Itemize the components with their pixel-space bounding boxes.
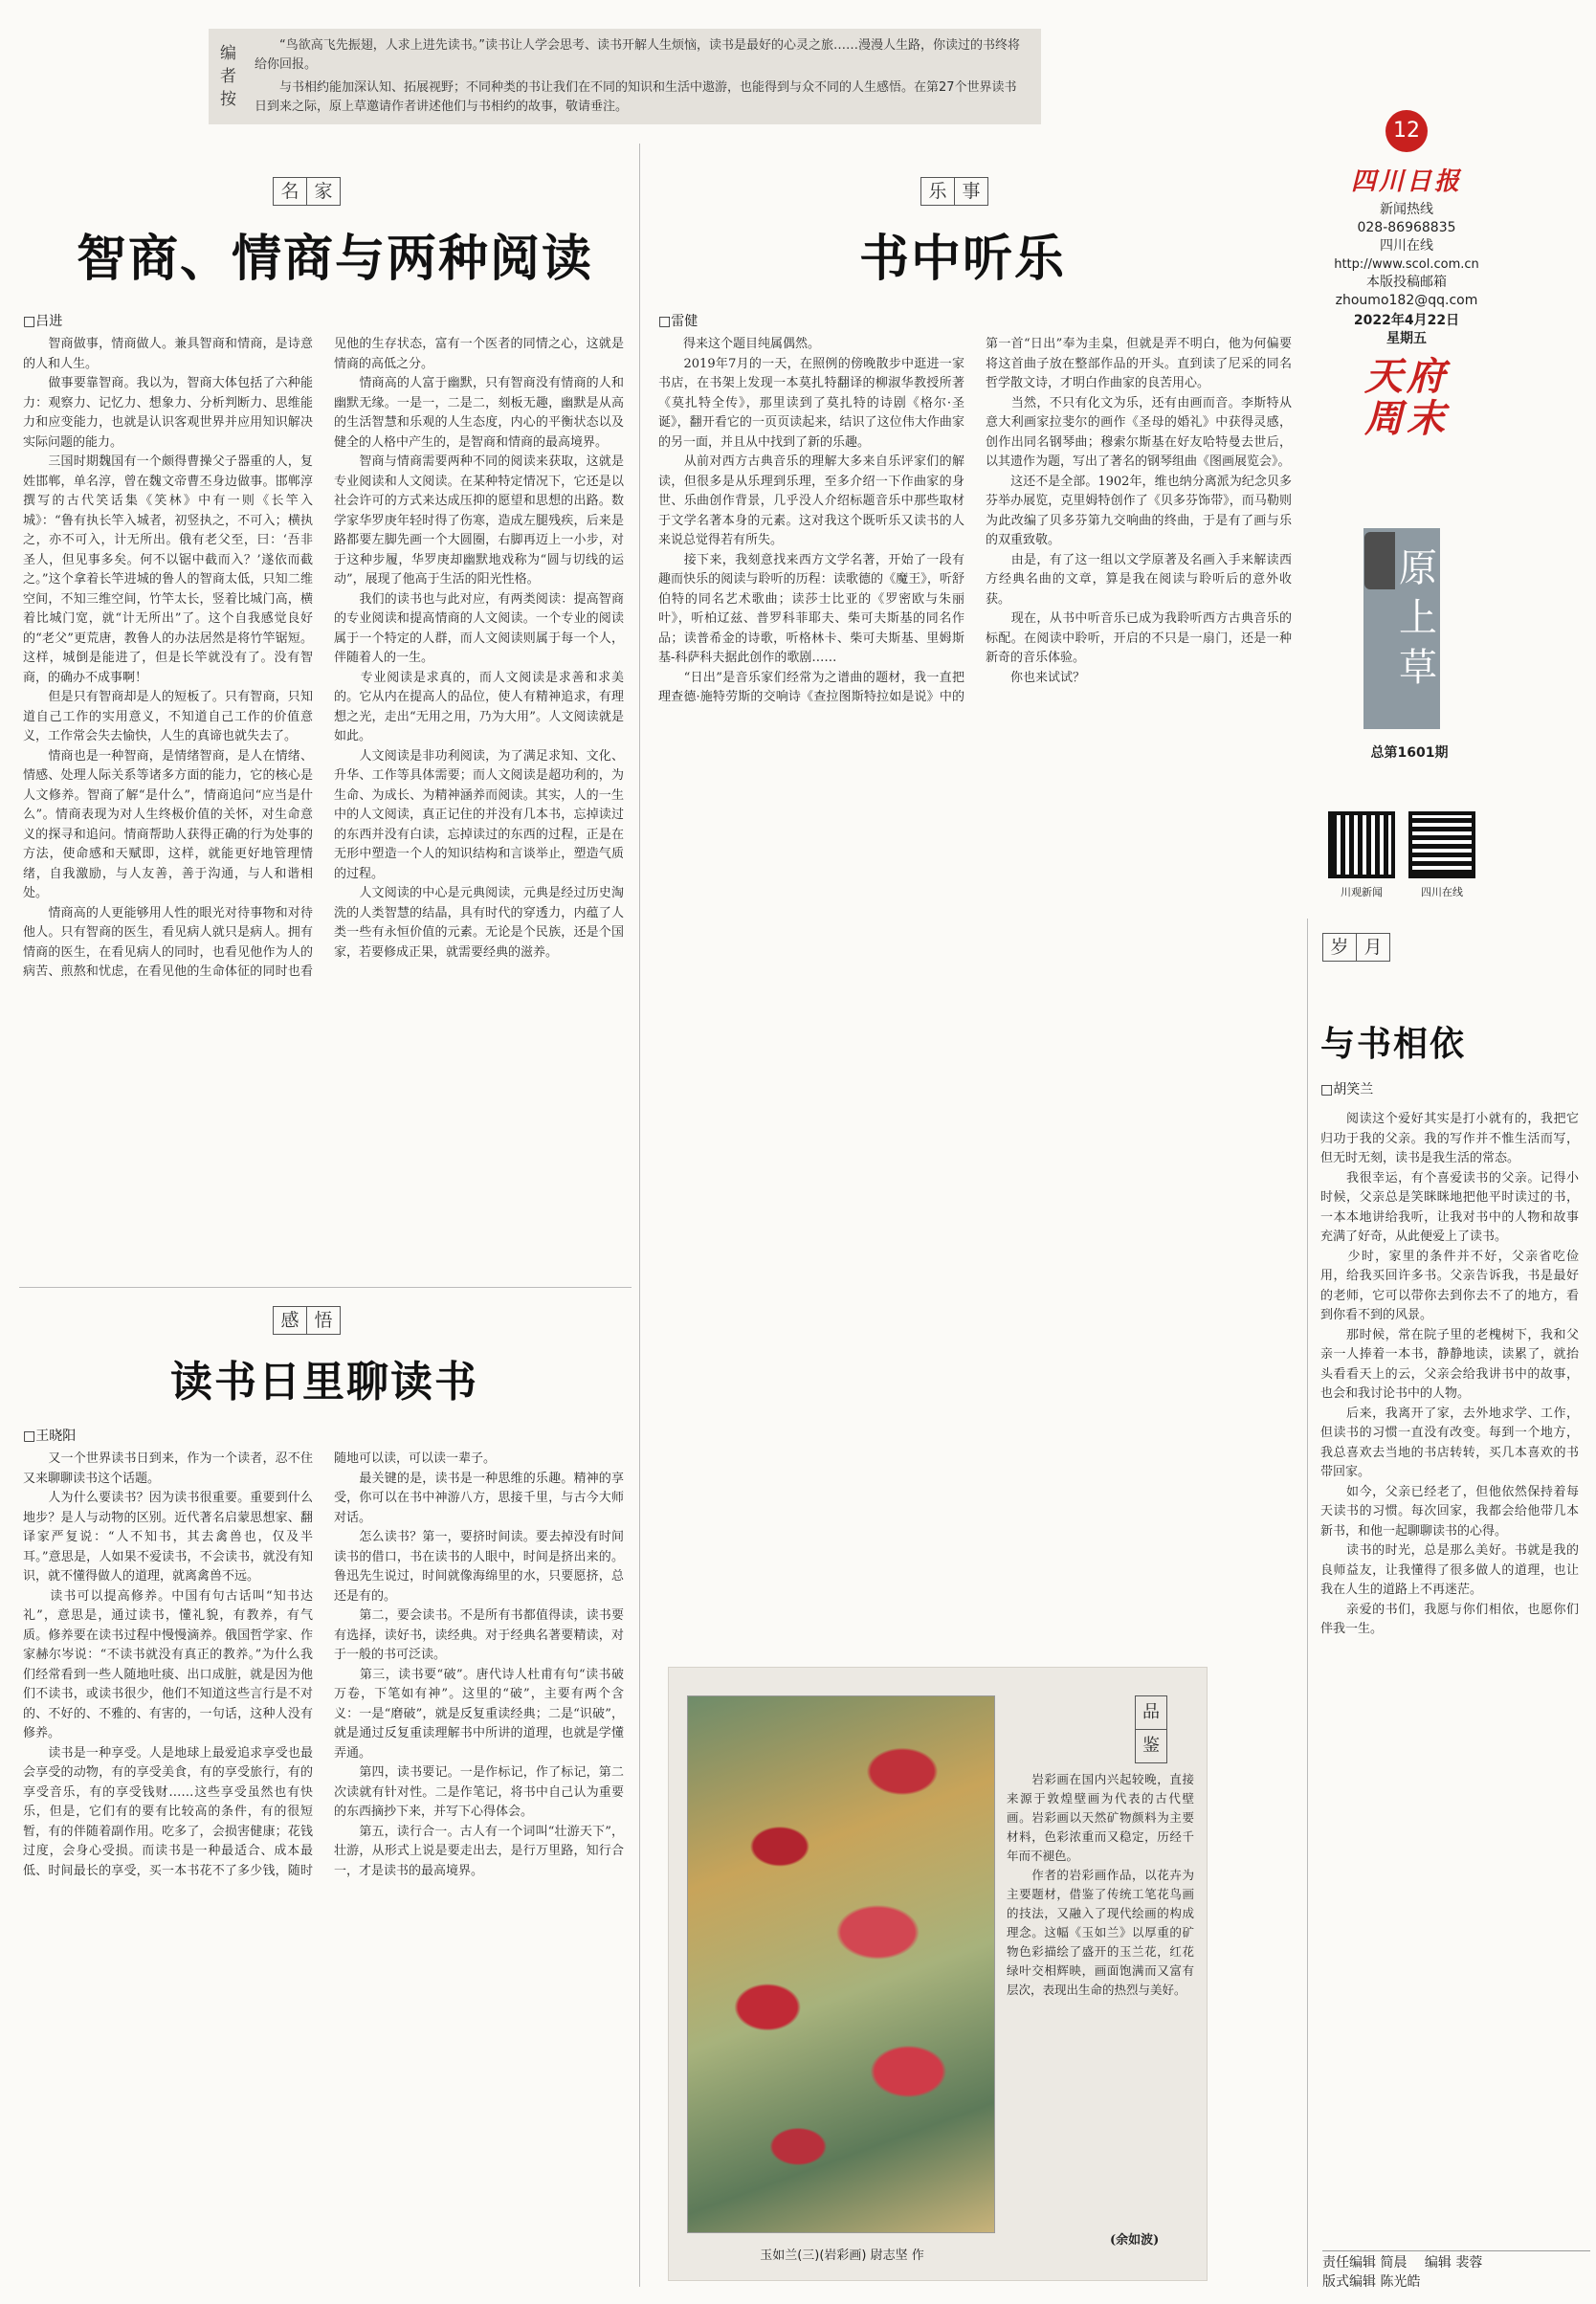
article2-tag: [920, 177, 988, 206]
editor-note-label: 编者按: [220, 44, 236, 109]
editor-note-para1: “鸟欲高飞先振翅，人求上进先读书。”读书让人学会思考、读书开解人生烦恼，读书是最好的心灵之旅……漫漫人生路，你读过的书终将给你回报。: [255, 38, 1020, 72]
column-title: 原上草: [1399, 546, 1437, 690]
article3-tag: [273, 1306, 341, 1335]
article4-tag-char2: 月: [1356, 934, 1389, 961]
article2-body: 得来这个题目纯属偶然。 2019年7月的一天，在照例的傍晚散步中逛进一家书店，在书架上发现一本莫扎特翻译的柳淑华教授所著《莫扎特全传》，那里读到了莫扎特的诗剧《格尔·圣诞》，翻开看它的一页页读起来，结识了这位伟大作曲家的另一面，并且从中找到了新的乐趣。 从前对西方古典音乐的理解大多来自乐评家们的解读，但很多是从乐理到乐理，至多介绍一下作曲家的身世、乐曲创作背景，几乎没人介绍标题音乐中那些取材于文学名著本身的元素。这对我这个既听乐又读书的人来说总觉得若有所失。 接下来，我刻意找来西方文学名著，开始了一段有趣而快乐的阅读与聆听的历程：读歌德的《魔王》，听舒伯特的同名艺术歌曲；读莎士比亚的《罗密欧与朱丽叶》，听柏辽兹、普罗科菲耶夫、柴可夫斯基的同名作品；读普希金的诗歌，听格林卡、柴可夫斯基、里姆斯基-科萨科夫据此创作的歌剧…… “日出”是音乐家们经常为之谱曲的题材，我一直把理查德·施特劳斯的交响诗《查拉图斯特拉如是说》中的第一首“日出”奉为圭臬，但就是弄不明白，他为何偏要将这首曲子放在整部作品的开头。直到读了尼采的同名哲学散文诗，才明白作曲家的良苦用心。 当然，不只有化文为乐，还有由画而音。李斯特从意大利画家拉斐尔的画作《圣母的婚礼》中获得灵感，创作出同名钢琴曲；穆索尔斯基在好友哈特曼去世后，以其遗作为题，写出了著名的钢琴组曲《图画展览会》。 这还不是全部。1902年，维也纳分离派为纪念贝多芬举办展览，克里姆特创作了《贝多芬饰带》，而马勒则为此改编了贝多芬第九交响曲的终曲，于是有了画与乐的双重致敬。 由是，有了这一组以文学原著及名画入手来解读西方经典名曲的文章，算是我在阅读与聆听后的意外收获。 现在，从书中听音乐已成为我聆听西方古典音乐的标配。在阅读中聆听，开启的不只是一扇门，还是一种新奇的音乐体验。 你也来试试？: [658, 337, 1292, 704]
article1-body: 智商做事，情商做人。兼具智商和情商，是诗意的人和人生。 做事要靠智商。我以为，智商大体包括了六种能力：观察力、记忆力、想象力、分析判断力、思维能力和应变能力，也就是认识客观世界并应用知识解决实际问题的能力。 三国时期魏国有一个颇得曹操父子器重的人，复姓邯郸，单名淳，曾在魏文帝曹丕身边做事。邯郸淳撰写的古代笑话集《笑林》中有一则《长竿入城》：“鲁有执长竿入城者，初竖执之，不可入；横执之，亦不可入，计无所出。俄有老父至，曰：‘吾非圣人，但见事多矣。何不以锯中截而入？’遂依而截之。”这个拿着长竿进城的鲁人的智商太低，只知二维空间，不知三维空间，竹竿太长，竖着比城门高，横着比城门宽，就“计无所出”了。这个自我感觉良好的“老父”更荒唐，教鲁人的办法居然是将竹竿锯短。这样，城倒是能进了，但是长竿就没有了。没有智商，的确办不成事啊！ 但是只有智商却是人的短板了。只有智商，只知道自己工作的实用意义，不知道自己工作的价值意义，工作常会失去愉快，人生的真谛也就失去了。 情商也是一种智商，是情绪智商，是人在情绪、情感、处理人际关系等诸多方面的能力，它的核心是人文修养。智商了解“是什么”，情商追问“应当是什么”。情商表现为对人生终极价值的关怀，对生命意义的探寻和追问。情商帮助人获得正确的行为处事的方法，使命感和天赋即，这样，就能更好地管理情绪，自我激励，与人友善，善于沟通，与人和谐相处。 情商高的人更能够用人性的眼光对待事物和对待他人。只有智商的医生，看见病人就只是病人。拥有情商的医生，在看见病人的同时，也看见他作为人的病苦、煎熬和忧虑，在看见他的生命体征的同时也看见他的生存状态，富有一个医者的同情之心，这就是情商的高低之分。 情商高的人富于幽默，只有智商没有情商的人和幽默无缘。一是一，二是二，刻板无趣，幽默是从高的生活智慧和乐观的人生态度，内心的平衡状态以及健全的人格中产生的，是智商和情商的最高境界。 智商与情商需要两种不同的阅读来获取，这就是专业阅读和人文阅读。在某种特定情况下，它还是以社会许可的方式来达成压抑的愿望和思想的出路。数学家华罗庚年轻时得了伤寒，造成左腿残疾，后来是路都要左脚先画一个大圆圈，右脚再迈上一小步，对于这种步履，华罗庚却幽默地戏称为“圆与切线的运动”，展现了他高于生活的阳光性格。 我们的读书也与此对应，有两类阅读：提高智商的专业阅读和提高情商的人文阅读。一个专业的阅读属于一个特定的人群，而人文阅读则属于每一个人，伴随着人的一生。 专业阅读是求真的，而人文阅读是求善和求美的。它从内在提高人的品位，使人有精神追求，有理想之光，走出“无用之用，乃为大用”。人文阅读就是如此。 人文阅读是非功利阅读，为了满足求知、文化、升华、工作等具体需要；而人文阅读是超功利的，为生命、为成长、为精神涵养而阅读。其实，人的一生中的人文阅读，真正记住的并没有几本书，忘掉读过的东西并没有白读，忘掉读过的东西的过程，正是在无形中塑造一个人的知识结构和言谈举止，塑造气质的过程。 人文阅读的中心是元典阅读，元典是经过历史淘洗的人类智慧的结晶，具有时代的穿透力，内蕴了人类一些有永恒价值的元素。无论是个民族，还是个国家，若要修成正果，就需要经典的滋养。: [23, 337, 624, 979]
artwork-caption: 玉如兰(三)(岩彩画) 尉志坚 作: [760, 2249, 924, 2263]
art-review-tag-char1: 品: [1142, 1702, 1160, 1722]
qr-label-2: 四川在线: [1421, 886, 1463, 898]
supplement-logo: 天府周末: [1364, 354, 1449, 441]
article4-tag-char1: 岁: [1330, 937, 1349, 958]
article1-title: 智商、情商与两种阅读: [77, 231, 594, 288]
hotline-label: 新闻热线: [1380, 202, 1433, 217]
issue-number: 总第1601期: [1370, 745, 1449, 761]
hotline-number: 028-86968835: [1357, 220, 1456, 235]
divider-right: [1307, 919, 1308, 2287]
footer-editor2: 编辑 裴蓉: [1424, 2255, 1483, 2271]
editor-note-box: [209, 29, 1041, 124]
article4-body: 阅读这个爱好其实是打小就有的，我把它归功于我的父亲。我的写作并不惟生活而写，但无时无刻，读书是我生活的常态。 我很幸运，有个喜爱读书的父亲。记得小时候，父亲总是笑眯眯地把他平时读过的书，一本本地讲给我听，让我对书中的人物和故事充满了好奇，从此便爱上了读书。 少时，家里的条件并不好，父亲省吃俭用，给我买回许多书。父亲告诉我，书是最好的老师，它可以带你去到你去不了的地方，看到你看不到的风景。 那时候，常在院子里的老槐树下，我和父亲一人捧着一本书，静静地读，读累了，就抬头看看天上的云，父亲会给我讲书中的故事，也会和我讨论书中的人物。 后来，我离开了家，去外地求学、工作，但读书的习惯一直没有改变。每到一个地方，我总喜欢去当地的书店转转，买几本喜欢的书带回家。 如今，父亲已经老了，但他依然保持着每天读书的习惯。每次回家，我都会给他带几本新书，和他一起聊聊读书的心得。 读书的时光，总是那么美好。书就是我的良师益友，让我懂得了很多做人的道理，也让我在人生的道路上不再迷茫。 亲爱的书们，我愿与你们相依，也愿你们伴我一生。: [1320, 1112, 1579, 1636]
article3-author: □王晓阳: [23, 1429, 77, 1444]
article4-author: □胡笑兰: [1320, 1082, 1374, 1097]
article2-author: □雷健: [658, 314, 698, 329]
column-title-cloud: [1364, 532, 1395, 589]
online-label: 四川在线: [1380, 238, 1433, 254]
qr-code-2[interactable]: [1408, 811, 1475, 878]
art-review-tag: [1135, 1695, 1167, 1763]
issue-weekday: 星期五: [1386, 331, 1427, 346]
divider-main: [639, 144, 640, 2287]
masthead: [1320, 110, 1493, 440]
article1-author: □吕进: [23, 314, 63, 329]
article1-tag-char1: 名: [280, 181, 299, 202]
issue-date: 2022年4月22日: [1353, 313, 1460, 328]
article1-tag: [273, 177, 341, 206]
divider-left-mid: [19, 1287, 632, 1288]
article2-tag-char2: 事: [954, 178, 987, 205]
footer-credits: [1322, 2250, 1590, 2292]
article2-tag-char1: 乐: [928, 181, 947, 202]
footer-editor1: 责任编辑 简晨: [1322, 2255, 1408, 2271]
page-number-badge: 12: [1385, 110, 1428, 152]
article4-title: 与书相依: [1320, 1025, 1467, 1064]
editor-note-para2: 与书相约能加深认知、拓展视野；不同种类的书让我们在不同的知识和生活中遨游，也能得到与众不同的人生感悟。在第27个世界读书日到来之际，原上草邀请作者讲述他们与书相约的故事，敬请垂注。: [255, 80, 1017, 114]
email: zhoumo182@qq.com: [1335, 293, 1478, 308]
article4-tag: [1322, 933, 1390, 962]
article3-tag-char2: 悟: [306, 1307, 340, 1334]
article3-body: 又一个世界读书日到来，作为一个读者，忍不住又来聊聊读书这个话题。 人为什么要读书？因为读书很重要。重要到什么地步？是人与动物的区别。近代著名启蒙思想家、翻译家严复说：“人不知书，其去禽兽也，仅及半耳。”意思是，人如果不爱读书，不会读书，就没有知识，就不懂得做人的道理，就离禽兽不远。 读书可以提高修养。中国有句古话叫“知书达礼”，意思是，通过读书，懂礼貌，有教养，有气质。修养要在读书过程中慢慢滴养。俄国哲学家、作家赫尔岑说：“不读书就没有真正的教养。”为什么我们经常看到一些人随地吐痰、出口成脏，就是因为他们不读书，或读书很少，他们不知道这些言行是不对的、不好的、不雅的、有害的，一句话，这种人没有修养。 读书是一种享受。人是地球上最爱追求享受也最会享受的动物，有的享受美食，有的享受旅行，有的享受音乐，有的享受钱财……这些享受虽然也有快乐，但是，它们有的要有比较高的条件，有的很短暂，有的伴随着副作用。吃多了，会损害健康；花钱过度，会身心受损。而读书是一种最适合、成本最低、时间最长的享受，买一本书花不了多少钱，随时随地可以读，可以读一辈子。 最关键的是，读书是一种思维的乐趣。精神的享受，你可以在书中神游八方，思接千里，与古今大师对话。 怎么读书？第一，要挤时间读。要去掉没有时间读书的借口，书在读书的人眼中，时间是挤出来的。鲁迅先生说过，时间就像海绵里的水，只要愿挤，总还是有的。 第二，要会读书。不是所有书都值得读，读书要有选择，读好书，读经典。对于经典名著要精读，对于一般的书可泛读。 第三，读书要“破”。唐代诗人杜甫有句“读书破万卷，下笔如有神”。这里的“破”，主要有两个含义：一是“磨破”，就是反复重读经典；二是“识破”，就是通过反复重读理解书中所讲的道理，也就是学懂弄通。 第四，读书要记。一是作标记，作了标记，第二次读就有针对性。二是作笔记，将书中自己认为重要的东西摘抄下来，并写下心得体会。 第五，读行合一。古人有一个词叫“壮游天下”，壮游，从形式上说是要走出去，是行万里路，知行合一，才是读书的最高境界。: [23, 1451, 624, 1878]
article1-tag-char2: 家: [306, 178, 340, 205]
article3-title: 读书日里聊读书: [170, 1358, 478, 1407]
article2-title: 书中听乐: [859, 231, 1067, 288]
website: http://www.scol.com.cn: [1334, 257, 1479, 272]
art-review-text: 岩彩画在国内兴起较晚，直接来源于敦煌壁画为代表的古代壁画。岩彩画以天然矿物颜料为主要材料，色彩浓重而又稳定，历经千年而不褪色。 作者的岩彩画作品，以花卉为主要题材，借鉴了传统工笔花鸟画的技法，又融入了现代绘画的构成理念。这幅《玉如兰》以厚重的矿物色彩描绘了盛开的玉兰花，红花绿叶交相辉映，画面饱满而又富有层次，表现出生命的热烈与美好。: [1007, 1772, 1194, 1997]
paper-name: 四川日报: [1350, 167, 1462, 196]
artwork-painting: [687, 1695, 995, 2233]
qr-code-1[interactable]: [1328, 811, 1395, 878]
qr-label-1: 川观新闻: [1341, 886, 1383, 898]
email-label: 本版投稿邮箱: [1366, 275, 1447, 290]
art-reviewer: (余如波): [1110, 2233, 1160, 2248]
art-review-tag-char2: 鉴: [1136, 1729, 1166, 1762]
article3-tag-char1: 感: [280, 1310, 299, 1331]
footer-layout-editor: 版式编辑 陈光皓: [1322, 2274, 1421, 2290]
